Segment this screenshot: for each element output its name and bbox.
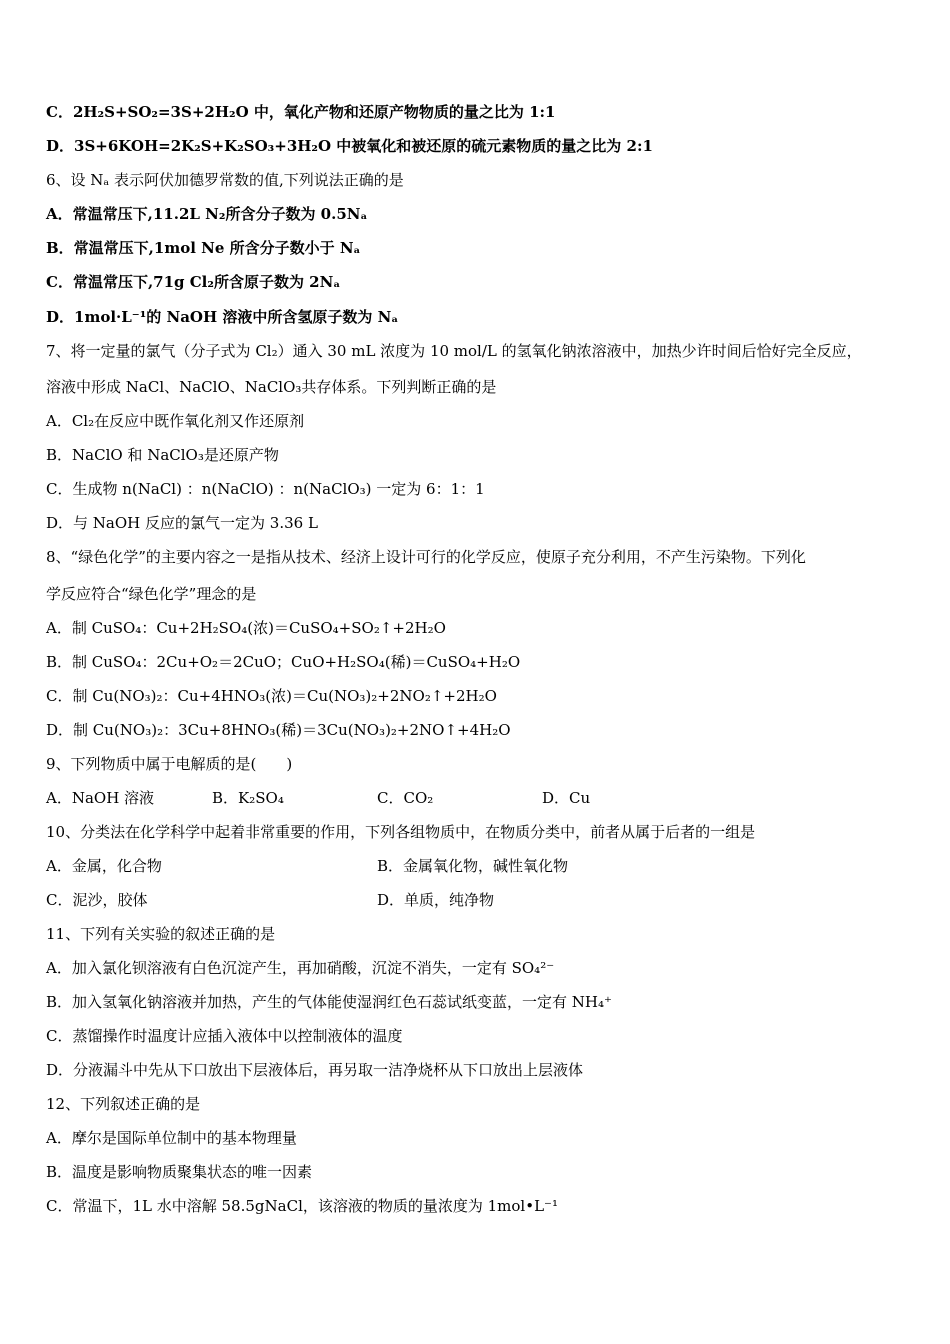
question-8-line-1: 8、“绿色化学”的主要内容之一是指从技术、经济上设计可行的化学反应，使原子充分利用，不产生污染物。下列化: [46, 548, 806, 566]
q8-option-d: D．制 Cu(NO₃)₂：3Cu+8HNO₃(稀)＝3Cu(NO₃)₂+2NO↑+4H₂O: [46, 721, 511, 739]
q7-option-a: A．Cl₂在反应中既作氧化剂又作还原剂: [46, 412, 305, 430]
q9-option-b: B．K₂SO₄: [212, 789, 284, 807]
q8-option-b: B．制 CuSO₄：2Cu+O₂＝2CuO；CuO+H₂SO₄(稀)＝CuSO₄+H₂O: [46, 653, 521, 671]
question-6: 6、设 Nₐ 表示阿伏加德罗常数的值,下列说法正确的是: [46, 171, 404, 189]
q10-option-a: A．金属，化合物: [46, 857, 162, 875]
q12-option-c: C．常温下，1L 水中溶解 58.5gNaCl，该溶液的物质的量浓度为 1mol•L⁻¹: [46, 1197, 558, 1215]
question-11: 11、下列有关实验的叙述正确的是: [46, 925, 276, 943]
question-12: 12、下列叙述正确的是: [46, 1095, 201, 1113]
q9-option-a: A．NaOH 溶液: [46, 789, 155, 807]
q10-option-b: B．金属氧化物，碱性氧化物: [377, 857, 569, 875]
question-10: 10、分类法在化学科学中起着非常重要的作用，下列各组物质中，在物质分类中，前者从属于后者的一组是: [46, 823, 756, 841]
q9-option-d: D．Cu: [542, 789, 591, 807]
q6-option-b: B．常温常压下,1mol Ne 所含分子数小于 Nₐ: [46, 239, 361, 257]
q7-option-d: D．与 NaOH 反应的氯气一定为 3.36 L: [46, 514, 318, 532]
q7-option-b: B．NaClO 和 NaClO₃是还原产物: [46, 446, 279, 464]
q7-option-c: C．生成物 n(NaCl) ：n(NaClO) ：n(NaClO₃) 一定为 6：1：1: [46, 480, 485, 498]
q6-option-d: D．1mol·L⁻¹的 NaOH 溶液中所含氢原子数为 Nₐ: [46, 308, 399, 326]
question-9: 9、下列物质中属于电解质的是( ): [46, 755, 293, 773]
q5-option-d: D．3S+6KOH=2K₂S+K₂SO₃+3H₂O 中被氧化和被还原的硫元素物质的量之比为 2:1: [46, 137, 653, 155]
q11-option-c: C．蒸馏操作时温度计应插入液体中以控制液体的温度: [46, 1027, 403, 1045]
question-7-line-1: 7、将一定量的氯气（分子式为 Cl₂）通入 30 mL 浓度为 10 mol/L 的氢氧化钠浓溶液中，加热少许时间后恰好完全反应，: [46, 342, 862, 360]
q6-option-c: C．常温常压下,71g Cl₂所含原子数为 2Nₐ: [46, 273, 341, 291]
q9-option-c: C．CO₂: [377, 789, 434, 807]
q8-option-c: C．制 Cu(NO₃)₂：Cu+4HNO₃(浓)＝Cu(NO₃)₂+2NO₂↑+2H₂O: [46, 687, 497, 705]
question-7-line-2: 溶液中形成 NaCl、NaClO、NaClO₃共存体系。下列判断正确的是: [46, 378, 497, 396]
q11-option-d: D．分液漏斗中先从下口放出下层液体后，再另取一洁净烧杯从下口放出上层液体: [46, 1061, 584, 1079]
q10-option-c: C．泥沙，胶体: [46, 891, 148, 909]
q6-option-a: A．常温常压下,11.2L N₂所含分子数为 0.5Nₐ: [46, 205, 368, 223]
q8-option-a: A．制 CuSO₄：Cu+2H₂SO₄(浓)＝CuSO₄+SO₂↑+2H₂O: [46, 619, 446, 637]
q10-option-d: D．单质，纯净物: [377, 891, 495, 909]
question-8-line-2: 学反应符合“绿色化学”理念的是: [46, 585, 257, 603]
q12-option-a: A．摩尔是国际单位制中的基本物理量: [46, 1129, 297, 1147]
q11-option-a: A．加入氯化钡溶液有白色沉淀产生，再加硝酸，沉淀不消失，一定有 SO₄²⁻: [46, 959, 555, 977]
q5-option-c: C．2H₂S+SO₂=3S+2H₂O 中，氧化产物和还原产物物质的量之比为 1:1: [46, 103, 556, 121]
q11-option-b: B．加入氢氧化钠溶液并加热，产生的气体能使湿润红色石蕊试纸变蓝，一定有 NH₄⁺: [46, 993, 612, 1011]
q12-option-b: B．温度是影响物质聚集状态的唯一因素: [46, 1163, 313, 1181]
